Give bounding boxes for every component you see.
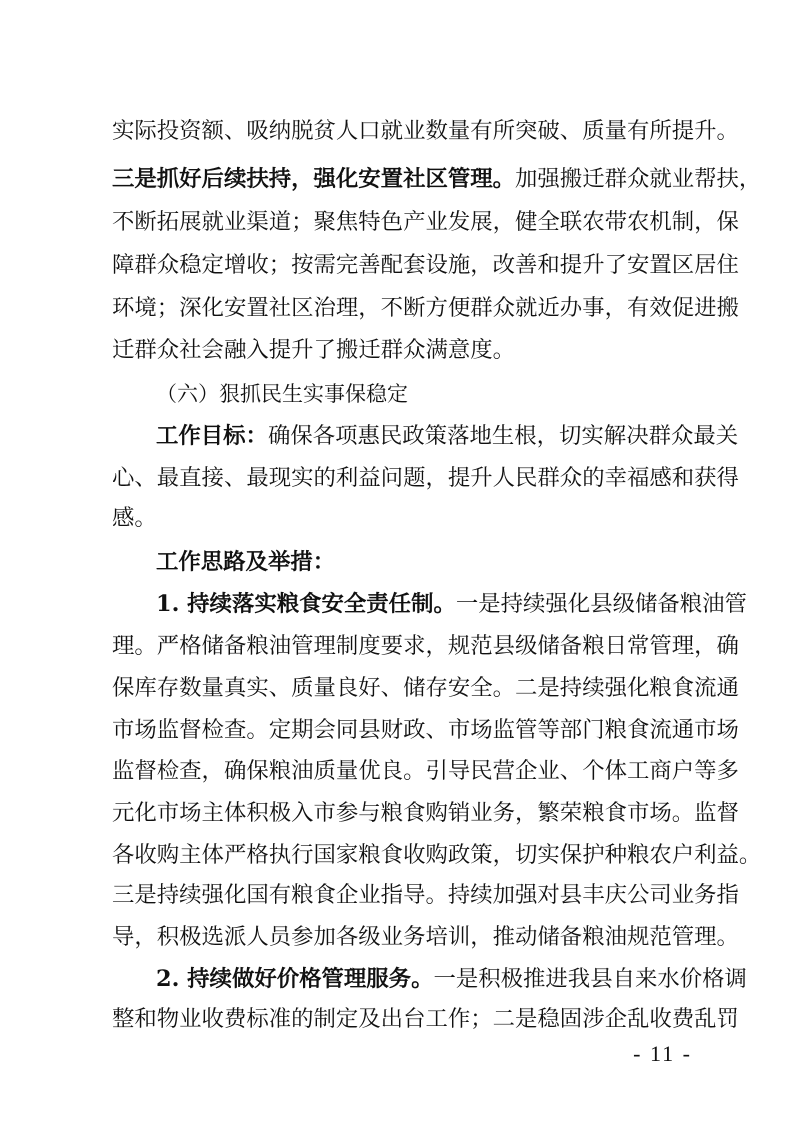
text-segment: 加强搬迁群众就业帮扶，	[515, 166, 762, 192]
text-segment: 保库存数量真实、质量良好、储存安全。二是持续强化粮食流通	[112, 675, 739, 701]
text-line	[112, 459, 739, 498]
text-segment: 导，积极选派人员参加各级业务培训，推动储备粮油规范管理。	[112, 924, 739, 950]
text-line	[112, 160, 762, 199]
text-segment: 确保各项惠民政策落地生根，切实解决群众最关	[267, 423, 739, 449]
text-segment: 环境；深化安置社区治理，不断方便群众就近办事，有效促进搬	[112, 295, 739, 321]
text-segment: 元化市场主体积极入市参与粮食购销业务，繁荣粮食市场。监督	[112, 800, 739, 826]
text-line	[112, 711, 739, 750]
text-line	[156, 375, 692, 414]
text-line	[156, 960, 747, 999]
bold-lead-phrase: 工作思路及举措：	[156, 549, 336, 575]
text-line	[112, 627, 739, 666]
text-line	[156, 543, 692, 582]
page-number: - 11 -	[633, 1041, 692, 1066]
text-segment: 障群众稳定增收；按需完善配套设施，改善和提升了安置区居住	[112, 252, 739, 278]
text-segment: 监督检查，确保粮油质量优良。引导民营企业、个体工商户等多	[112, 758, 739, 784]
text-line	[112, 331, 692, 370]
text-segment: 感。	[112, 505, 157, 531]
text-segment: 整和物业收费标准的制定及出台工作；二是稳固涉企乱收费乱罚	[112, 1006, 739, 1032]
bold-lead-phrase: 三是抓好后续扶持，强化安置社区管理。	[112, 166, 516, 192]
text-line	[112, 112, 739, 151]
text-line	[112, 752, 739, 791]
text-segment: 各收购主体严格执行国家粮食收购政策，切实保护种粮农户利益。	[112, 842, 762, 868]
text-line	[112, 669, 739, 708]
text-line	[112, 246, 739, 285]
text-segment: 一是持续强化县级储备粮油管	[455, 591, 747, 617]
text-line	[112, 1000, 739, 1039]
text-line	[112, 918, 739, 957]
text-line	[156, 417, 739, 456]
text-line	[112, 289, 739, 328]
text-line	[156, 585, 747, 624]
text-line	[112, 203, 739, 242]
bold-lead-phrase: 工作目标：	[156, 423, 268, 449]
text-line	[112, 876, 739, 915]
text-segment: 迁群众社会融入提升了搬迁群众满意度。	[112, 337, 516, 363]
text-segment: 心、最直接、最现实的利益问题，提升人民群众的幸福感和获得	[112, 465, 739, 491]
text-line	[112, 836, 762, 875]
text-segment: 一是积极推进我县自来水价格调	[433, 966, 747, 992]
text-segment: （六）狠抓民生实事保稳定	[156, 382, 408, 406]
text-segment: 市场监督检查。定期会同县财政、市场监管等部门粮食流通市场	[112, 717, 739, 743]
text-segment: 不断拓展就业渠道；聚焦特色产业发展，健全联农带农机制，保	[112, 209, 739, 235]
text-line	[112, 794, 739, 833]
text-line	[112, 499, 692, 538]
text-segment: 理。严格储备粮油管理制度要求，规范县级储备粮日常管理，确	[112, 633, 739, 659]
text-segment: 三是持续强化国有粮食企业指导。持续加强对县丰庆公司业务指	[112, 882, 739, 908]
text-segment: 实际投资额、吸纳脱贫人口就业数量有所突破、质量有所提升。	[112, 118, 739, 144]
bold-lead-phrase: 2. 持续做好价格管理服务。	[156, 966, 434, 992]
bold-lead-phrase: 1. 持续落实粮食安全责任制。	[156, 591, 456, 617]
